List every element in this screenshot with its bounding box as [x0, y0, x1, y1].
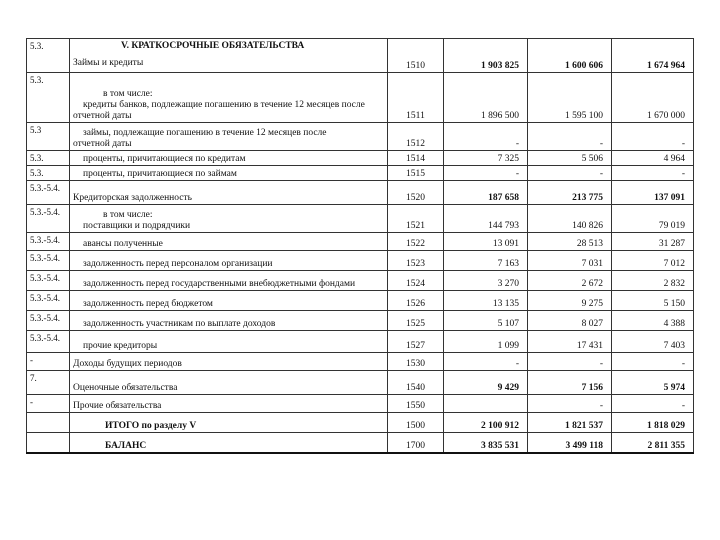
note-cell: 5.3.-5.4. [27, 271, 70, 291]
value-col-3: 1 818 029 [612, 413, 694, 433]
value-col-1: 1 896 500 [444, 73, 528, 123]
line-label [70, 311, 388, 331]
line-text: задолженность участникам по выплате доходов [83, 319, 276, 329]
value-col-2: - [528, 123, 612, 151]
value-col-1: 1 903 825 [444, 39, 528, 73]
line-label [70, 151, 388, 166]
table-row [27, 39, 694, 73]
balance-row [27, 433, 694, 453]
value-col-2: - [528, 166, 612, 181]
value-col-3: 2 811 355 [612, 433, 694, 453]
value-col-2: - [528, 395, 612, 413]
line-text: Прочие обязательства [73, 401, 162, 411]
line-code: 1511 [388, 73, 444, 123]
value-col-3: - [612, 123, 694, 151]
line-code: 1550 [388, 395, 444, 413]
line-label [70, 166, 388, 181]
value-col-1: 13 135 [444, 291, 528, 311]
value-col-3: - [612, 166, 694, 181]
line-code: 1510 [388, 39, 444, 73]
line-label [70, 233, 388, 251]
value-col-3: - [612, 395, 694, 413]
line-text: задолженность перед бюджетом [83, 299, 213, 309]
note-cell: 5.3.-5.4. [27, 291, 70, 311]
table-row [27, 271, 694, 291]
line-label [70, 73, 388, 123]
value-col-3: 79 019 [612, 205, 694, 233]
value-col-2: 9 275 [528, 291, 612, 311]
line-text: Оценочные обязательства [73, 383, 178, 393]
balance-row-label: БАЛАНС [70, 433, 388, 453]
value-col-3: 31 287 [612, 233, 694, 251]
note-cell: 5.3.-5.4. [27, 205, 70, 233]
value-col-1: 2 100 912 [444, 413, 528, 433]
line-text: кредиты банков, подлежащие погашению в течение 12 месяцев после [83, 100, 365, 110]
line-label [70, 353, 388, 371]
line-text: Кредиторская задолженность [73, 193, 192, 203]
table-row [27, 291, 694, 311]
line-code: 1500 [388, 413, 444, 433]
line-text: Займы и кредиты [73, 58, 144, 68]
line-label [70, 123, 388, 151]
value-col-1: 3 270 [444, 271, 528, 291]
value-col-3: 5 974 [612, 371, 694, 395]
line-code: 1515 [388, 166, 444, 181]
note-cell: 5.3.-5.4. [27, 311, 70, 331]
line-label [70, 395, 388, 413]
total-row [27, 413, 694, 433]
value-col-2: 3 499 118 [528, 433, 612, 453]
line-label [70, 371, 388, 395]
line-code: 1527 [388, 331, 444, 353]
balance-sheet-table [26, 38, 694, 454]
value-col-2: 1 600 606 [528, 39, 612, 73]
note-cell: 5.3 [27, 123, 70, 151]
value-col-2: - [528, 353, 612, 371]
value-col-3: 7 403 [612, 331, 694, 353]
value-col-1: 187 658 [444, 181, 528, 205]
line-text: в том числе: [103, 89, 153, 99]
line-code: 1524 [388, 271, 444, 291]
line-text: отчетной даты [73, 111, 132, 121]
line-text: в том числе: [103, 210, 153, 220]
value-col-2: 2 672 [528, 271, 612, 291]
value-col-1: 7 163 [444, 251, 528, 271]
table-row [27, 181, 694, 205]
line-text: проценты, причитающиеся по займам [83, 169, 237, 179]
line-code: 1525 [388, 311, 444, 331]
line-label [70, 39, 388, 73]
line-code: 1520 [388, 181, 444, 205]
table-row [27, 123, 694, 151]
value-col-2: 1 595 100 [528, 73, 612, 123]
value-col-3: 4 964 [612, 151, 694, 166]
table-row [27, 151, 694, 166]
value-col-2: 7 031 [528, 251, 612, 271]
line-code: 1526 [388, 291, 444, 311]
table-row [27, 73, 694, 123]
value-col-2: 213 775 [528, 181, 612, 205]
value-col-2: 17 431 [528, 331, 612, 353]
value-col-1: 3 835 531 [444, 433, 528, 453]
table-row [27, 251, 694, 271]
line-code: 1521 [388, 205, 444, 233]
line-code: 1540 [388, 371, 444, 395]
value-col-3: 5 150 [612, 291, 694, 311]
line-text: поставщики и подрядчики [83, 221, 191, 231]
table-row [27, 311, 694, 331]
note-cell: 5.3.-5.4. [27, 181, 70, 205]
table-row [27, 166, 694, 181]
value-col-3: 7 012 [612, 251, 694, 271]
note-cell: 5.3. [27, 166, 70, 181]
note-cell [27, 413, 70, 433]
section-title: V. КРАТКОСРОЧНЫЕ ОБЯЗАТЕЛЬСТВА [121, 41, 305, 51]
table-row [27, 395, 694, 413]
value-col-2: 5 506 [528, 151, 612, 166]
value-col-1: 5 107 [444, 311, 528, 331]
note-cell: 5.3.-5.4. [27, 331, 70, 353]
line-text: задолженность перед персоналом организации [83, 259, 273, 269]
note-cell [27, 433, 70, 453]
note-cell: 5.3. [27, 73, 70, 123]
line-text: займы, подлежащие погашению в течение 12 месяцев после [83, 128, 327, 138]
table-row [27, 233, 694, 251]
note-cell: 5.3.-5.4. [27, 251, 70, 271]
value-col-3: 1 670 000 [612, 73, 694, 123]
line-code: 1512 [388, 123, 444, 151]
note-cell: 5.3.-5.4. [27, 233, 70, 251]
value-col-1: - [444, 353, 528, 371]
value-col-2: 1 821 537 [528, 413, 612, 433]
value-col-1: - [444, 123, 528, 151]
line-text: прочие кредиторы [83, 341, 158, 351]
line-label [70, 205, 388, 233]
note-cell: 5.3. [27, 39, 70, 73]
value-col-3: 1 674 964 [612, 39, 694, 73]
note-cell: - [27, 353, 70, 371]
line-text: отчетной даты [73, 139, 132, 149]
line-label [70, 251, 388, 271]
value-col-1 [444, 395, 528, 413]
line-text: задолженность перед государственными внебюджетными фондами [83, 279, 356, 289]
line-label [70, 331, 388, 353]
value-col-1: 9 429 [444, 371, 528, 395]
value-col-3: - [612, 353, 694, 371]
line-code: 1514 [388, 151, 444, 166]
line-label [70, 271, 388, 291]
value-col-2: 28 513 [528, 233, 612, 251]
value-col-3: 4 388 [612, 311, 694, 331]
value-col-3: 137 091 [612, 181, 694, 205]
table-row [27, 371, 694, 395]
line-label [70, 291, 388, 311]
value-col-1: 1 099 [444, 331, 528, 353]
table-row [27, 205, 694, 233]
note-cell: 7. [27, 371, 70, 395]
line-text: авансы полученные [83, 239, 163, 249]
line-label [70, 181, 388, 205]
note-cell: 5.3. [27, 151, 70, 166]
value-col-2: 7 156 [528, 371, 612, 395]
line-code: 1700 [388, 433, 444, 453]
value-col-1: 7 325 [444, 151, 528, 166]
total-row-label: ИТОГО по разделу V [70, 413, 388, 433]
value-col-1: 144 793 [444, 205, 528, 233]
value-col-1: - [444, 166, 528, 181]
value-col-3: 2 832 [612, 271, 694, 291]
line-code: 1530 [388, 353, 444, 371]
line-text: Доходы будущих периодов [73, 359, 182, 369]
table-row [27, 331, 694, 353]
value-col-1: 13 091 [444, 233, 528, 251]
value-col-2: 8 027 [528, 311, 612, 331]
line-code: 1522 [388, 233, 444, 251]
note-cell: - [27, 395, 70, 413]
table-row [27, 353, 694, 371]
line-text: проценты, причитающиеся по кредитам [83, 154, 246, 164]
value-col-2: 140 826 [528, 205, 612, 233]
line-code: 1523 [388, 251, 444, 271]
